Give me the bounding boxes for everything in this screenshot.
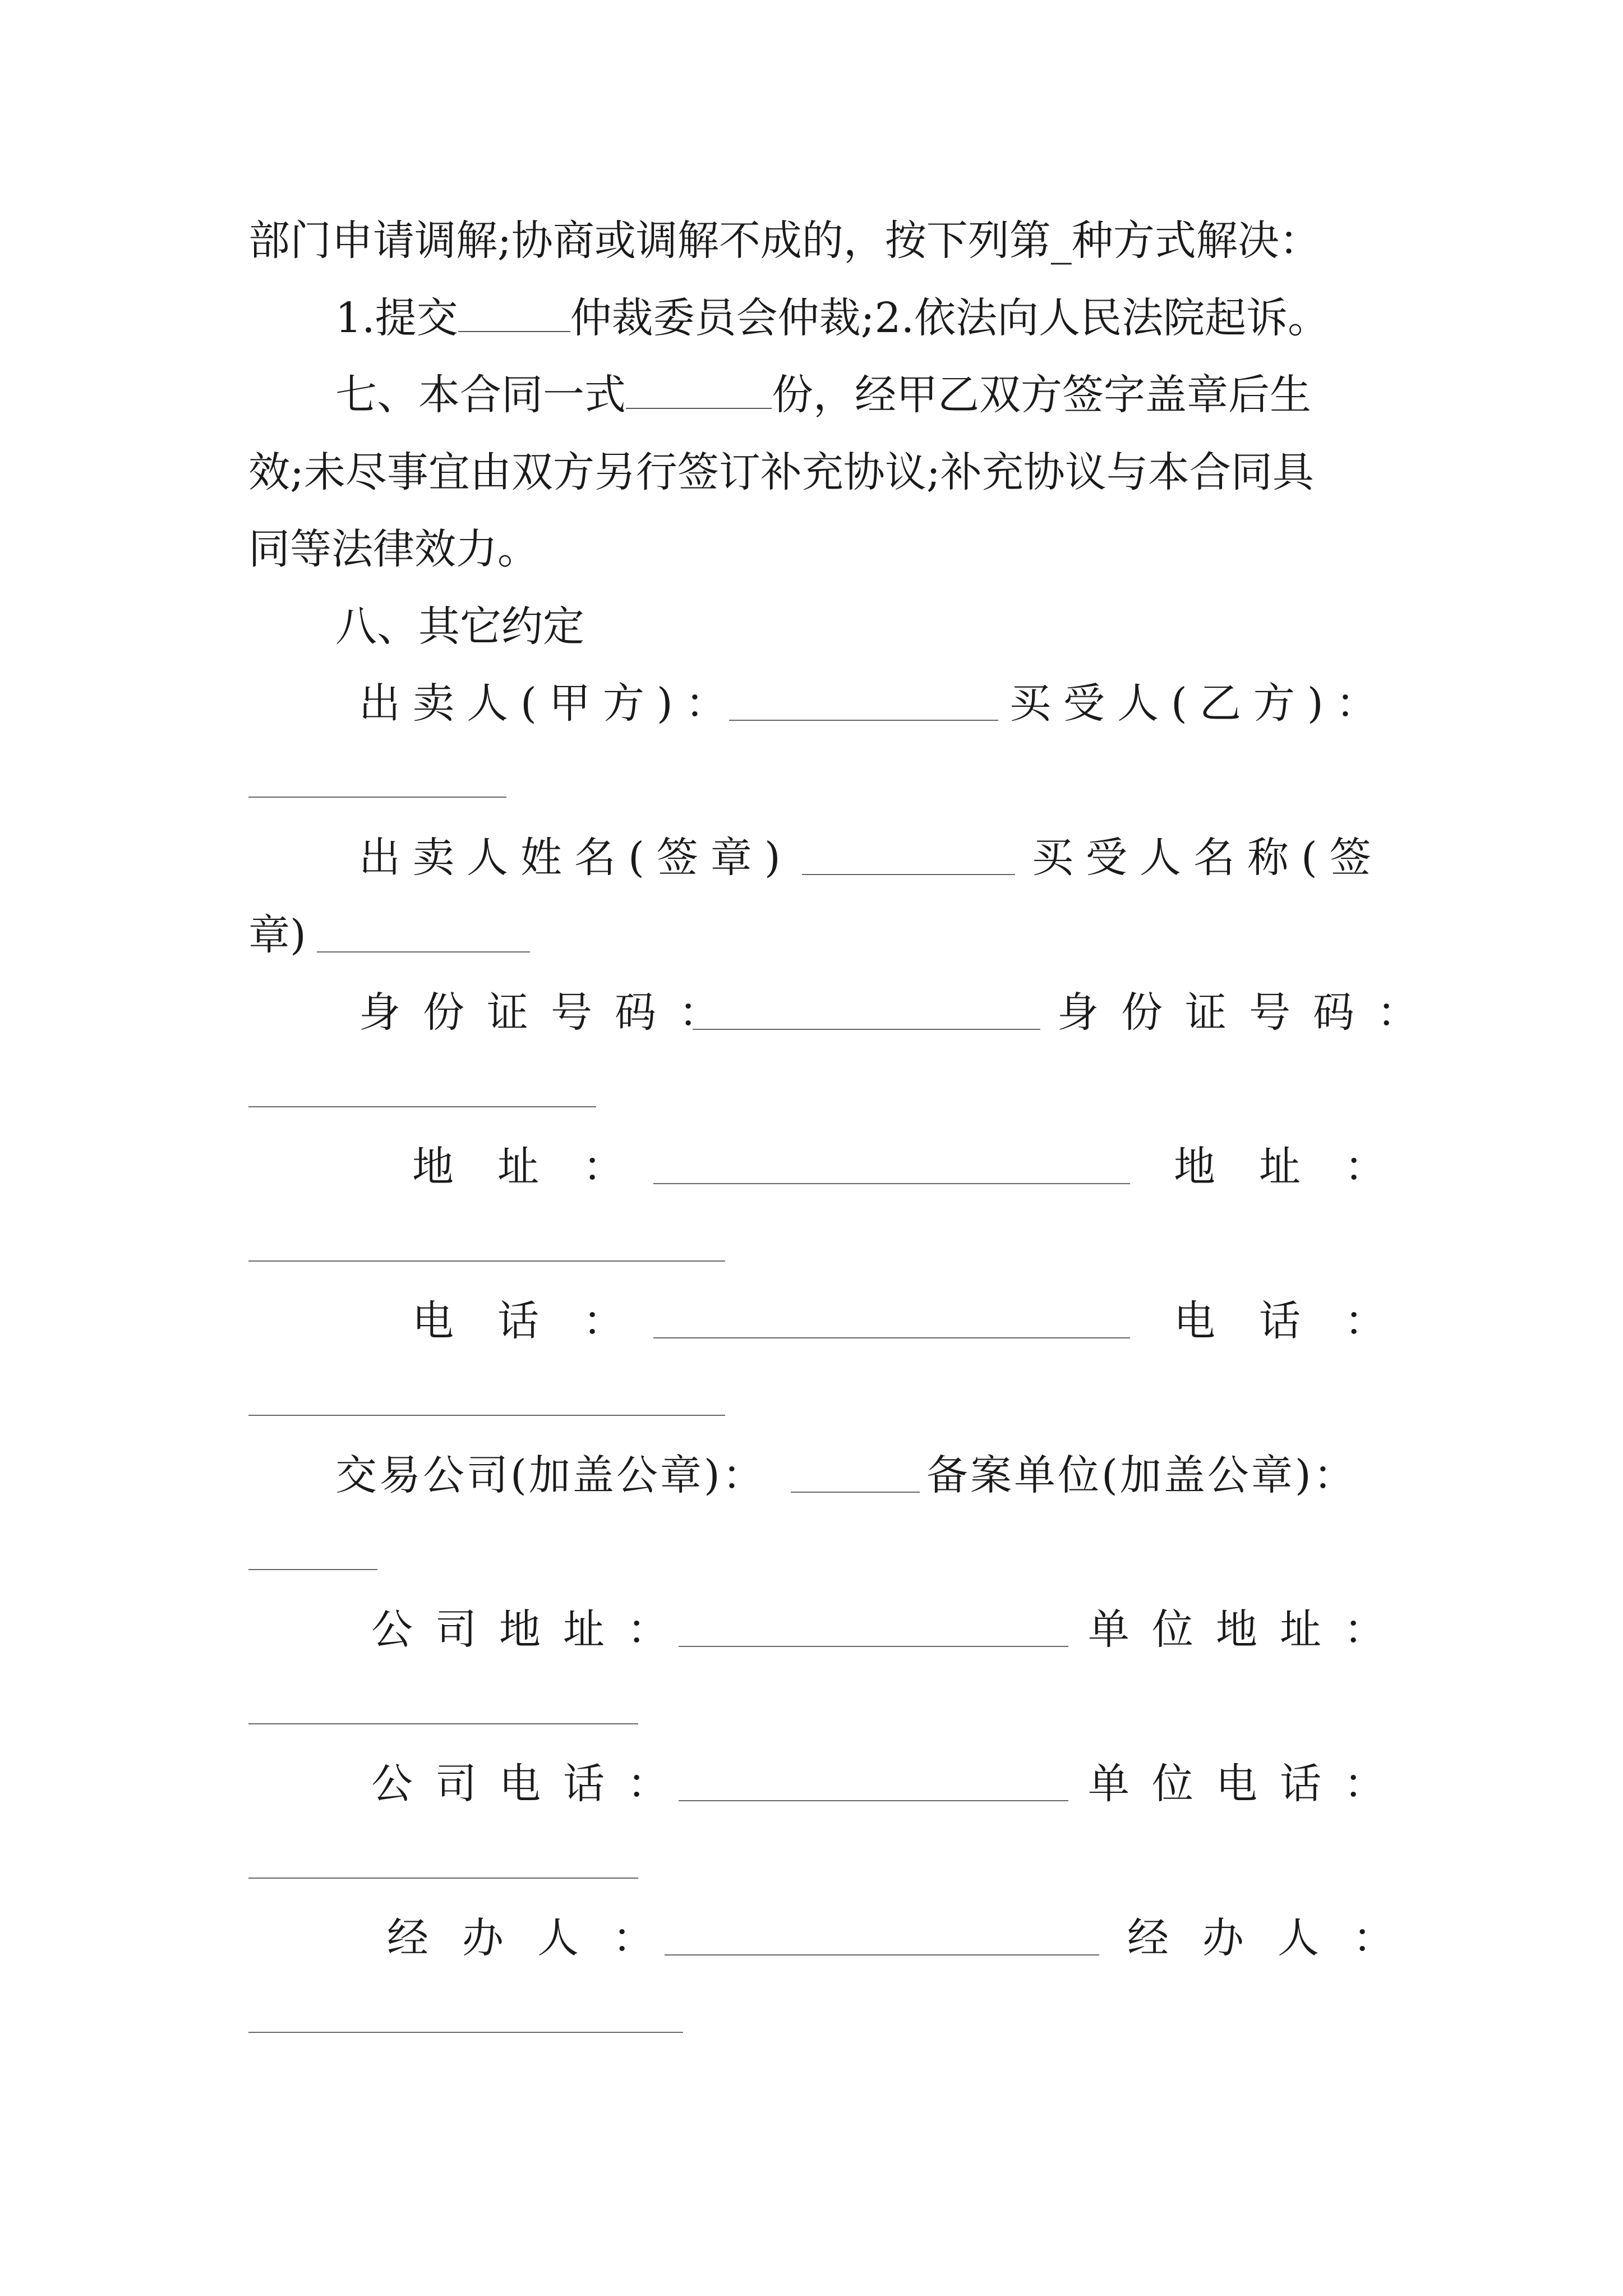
buyer-name-label-cont: 章) — [248, 911, 306, 959]
record-unit-label: 备案单位(加盖公章)： — [926, 1451, 1357, 1499]
section-heading: 八、其它约定 — [335, 602, 584, 651]
clause-text: 仲裁委员会仲裁;2.依法向人民法院起诉。 — [570, 294, 1330, 342]
clause-text: 份，经甲乙双方签字盖章后生 — [772, 371, 1311, 419]
seller-address-label: 地址： — [412, 1143, 668, 1191]
seller-address-blank[interactable] — [653, 1183, 1130, 1184]
clause-text: 七、本合同一式 — [335, 371, 626, 419]
company-agent-blank[interactable] — [665, 1954, 1099, 1955]
buyer-name-label: 买受人名称(签 — [1032, 834, 1384, 882]
unit-agent-label: 经办人： — [1127, 1914, 1428, 1962]
buyer-blank[interactable] — [248, 797, 506, 798]
clause-text-line — [335, 294, 1330, 342]
unit-agent-blank[interactable] — [248, 2032, 683, 2033]
seller-phone-label: 电话： — [412, 1297, 668, 1345]
company-agent-label: 经办人： — [387, 1914, 688, 1962]
buyer-phone-blank[interactable] — [248, 1415, 725, 1416]
arbitration-blank[interactable] — [458, 331, 570, 332]
unit-address-blank[interactable] — [248, 1723, 638, 1724]
seller-name-blank[interactable] — [802, 874, 1015, 875]
copies-blank[interactable] — [626, 408, 772, 409]
clause-text-line — [335, 371, 1311, 419]
unit-address-label: 单位地址： — [1088, 1605, 1408, 1654]
seller-id-blank[interactable] — [693, 1029, 1040, 1030]
clause-text: 1.提交 — [335, 294, 458, 342]
record-unit-blank[interactable] — [248, 1569, 377, 1570]
company-address-blank[interactable] — [679, 1646, 1068, 1647]
unit-phone-label: 单位电话： — [1088, 1760, 1408, 1808]
buyer-address-blank[interactable] — [248, 1260, 725, 1262]
trade-company-blank[interactable] — [791, 1492, 920, 1493]
seller-name-label: 出卖人姓名(签章) — [359, 834, 793, 882]
clause-text-line: 部门申请调解;协商或调解不成的，按下列第_种方式解决： — [248, 217, 1321, 265]
buyer-address-label: 地址： — [1174, 1143, 1430, 1191]
seller-label: 出卖人(甲方)： — [359, 679, 739, 728]
unit-phone-blank[interactable] — [248, 1878, 638, 1879]
clause-text-line: 效;未尽事宜由双方另行签订补充协议;补充协议与本合同具 — [248, 448, 1314, 496]
seller-blank[interactable] — [729, 720, 998, 721]
company-phone-label: 公司电话： — [371, 1760, 691, 1808]
buyer-id-label: 身份证号码： — [1057, 988, 1441, 1037]
trade-company-label: 交易公司(加盖公章)： — [335, 1451, 766, 1499]
seller-id-label: 身份证号码： — [359, 988, 743, 1037]
buyer-name-blank[interactable] — [317, 951, 530, 953]
buyer-id-blank[interactable] — [248, 1106, 596, 1107]
company-address-label: 公司地址： — [371, 1605, 691, 1654]
buyer-phone-label: 电话： — [1174, 1297, 1430, 1345]
clause-text-line: 同等法律效力。 — [248, 525, 539, 573]
company-phone-blank[interactable] — [679, 1800, 1068, 1801]
buyer-label: 买受人(乙方)： — [1009, 679, 1390, 728]
seller-phone-blank[interactable] — [653, 1337, 1130, 1338]
